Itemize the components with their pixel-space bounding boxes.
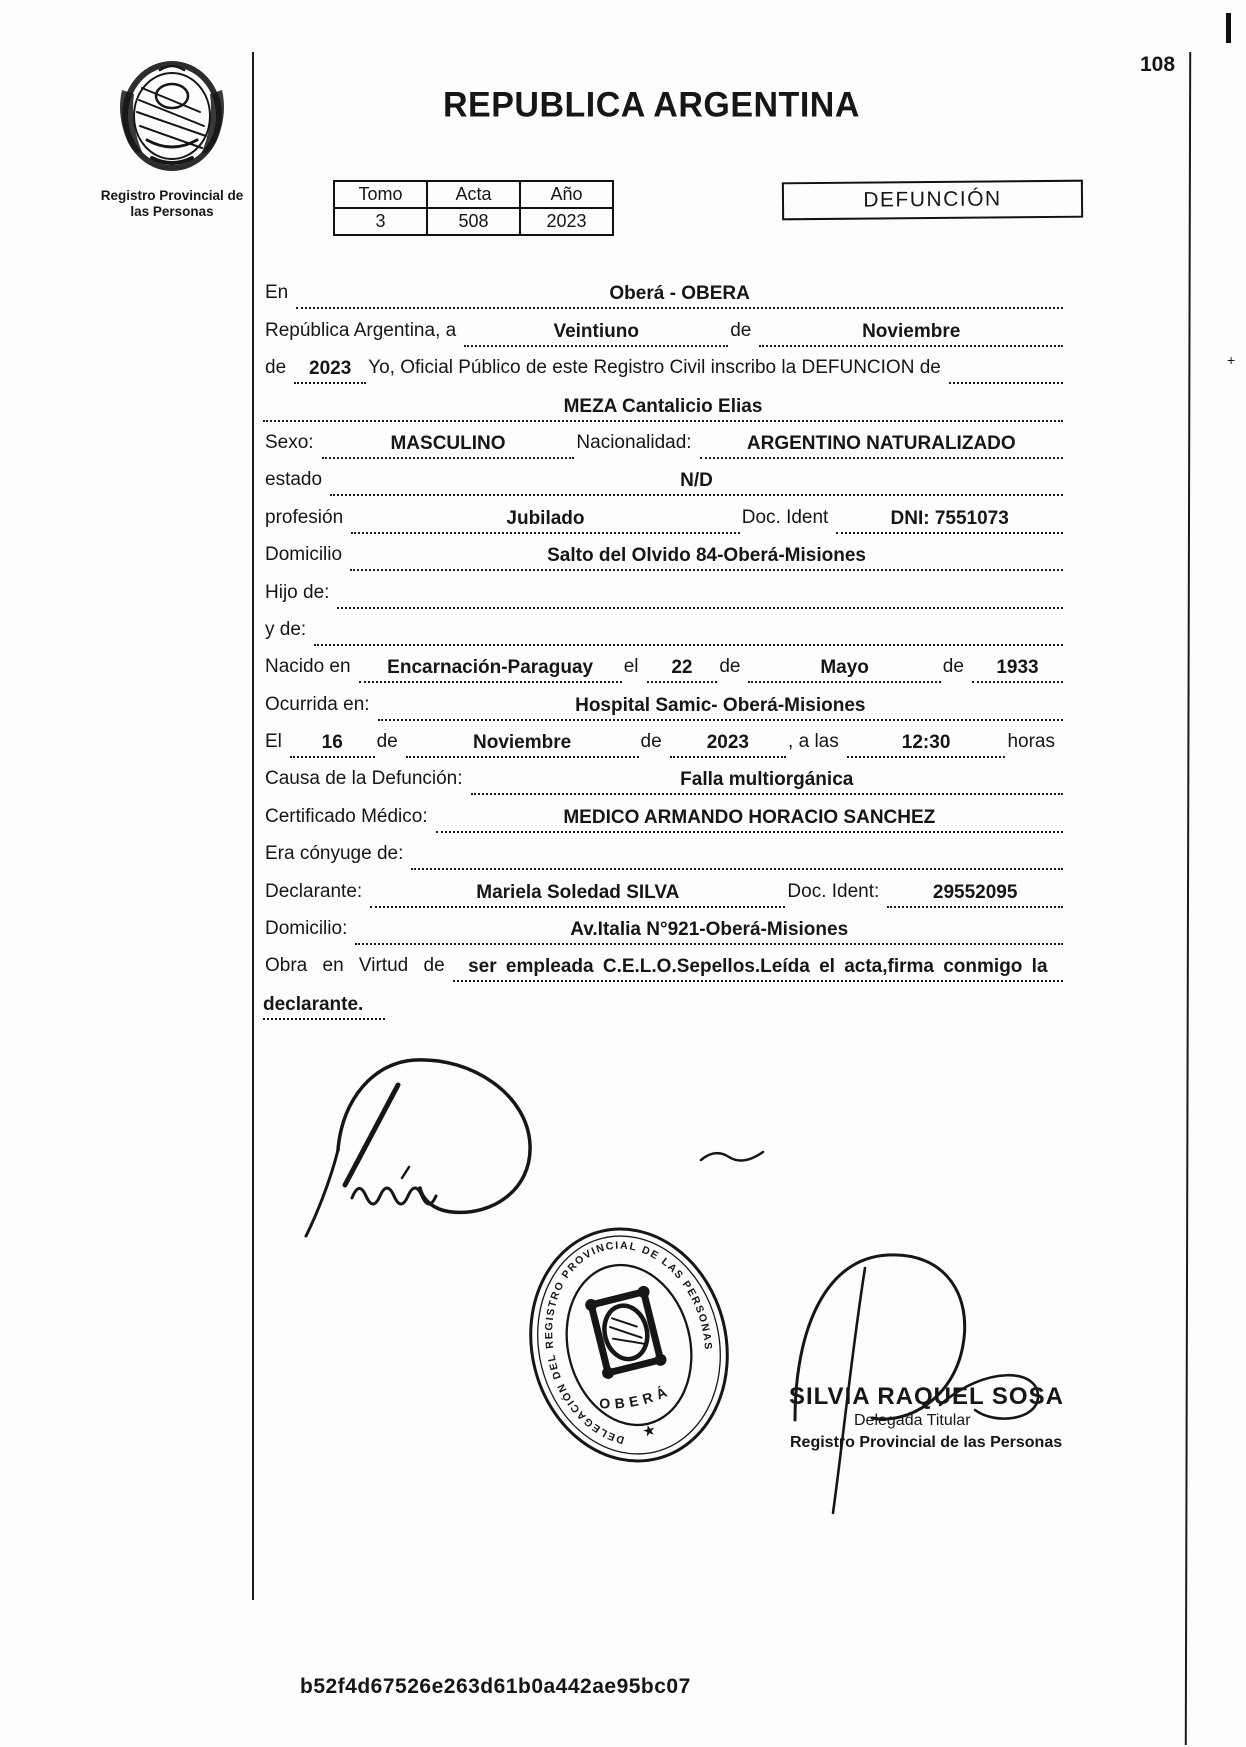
form-row-hijo-de: [263, 571, 1063, 608]
form-row-causa: [263, 758, 1063, 795]
registro-dia-value: Veintiuno: [464, 321, 728, 347]
profesion-value: Jubilado: [351, 508, 740, 534]
form-row-y-de: [263, 609, 1063, 646]
official-signature: [760, 1235, 1080, 1525]
nacimiento-lugar-value: Encarnación-Paraguay: [359, 657, 622, 683]
scan-stray-mark: +: [1227, 352, 1236, 368]
estado-label: estado: [265, 469, 323, 491]
sexo-value: MASCULINO: [322, 433, 575, 459]
form-row-certificado: [263, 795, 1063, 832]
nacido-en-label: Nacido en: [265, 656, 351, 678]
de-label: de: [265, 357, 287, 379]
domicilio-value: Salto del Olvido 84-Oberá-Misiones: [350, 545, 1063, 571]
form-row-declarante: [263, 870, 1063, 907]
estado-value: N/D: [330, 470, 1063, 496]
nacionalidad-label: Nacionalidad:: [576, 431, 692, 453]
form-row-estado: [263, 459, 1063, 496]
republica-label: República Argentina, a: [265, 319, 457, 341]
profesion-label: profesión: [265, 506, 344, 528]
form-row-fallecido: [263, 384, 1063, 421]
obra-value-2: declarante.: [263, 994, 385, 1020]
de-label: de: [376, 731, 398, 753]
right-margin-rule: [1185, 52, 1191, 1745]
record-table-header-acta: Acta: [427, 181, 520, 208]
doc-ident-label: Doc. Ident: [741, 506, 829, 528]
conyuge-label: Era cónyuge de:: [265, 843, 404, 865]
official-name: SILVIA RAQUEL SOSA: [789, 1383, 1064, 1410]
place-value: Oberá - OBERA: [296, 283, 1063, 309]
el-label: el: [623, 656, 639, 678]
ocurrida-en-label: Ocurrida en:: [265, 693, 370, 715]
declarante-domicilio-label: Domicilio:: [265, 918, 348, 940]
record-index-table: [333, 180, 614, 236]
ocurrida-en-value: Hospital Samic- Oberá-Misiones: [378, 695, 1063, 721]
causa-label: Causa de la Defunción:: [265, 768, 463, 790]
registry-round-stamp: [512, 1218, 746, 1472]
de-label: de: [640, 731, 662, 753]
declarante-label: Declarante:: [265, 880, 363, 902]
hijo-de-value: [337, 605, 1063, 609]
left-margin-rule: [252, 52, 254, 1600]
defuncion-anio-value: 2023: [670, 732, 786, 758]
blank-fill: [949, 380, 1063, 384]
defuncion-hora-value: 12:30: [847, 732, 1006, 758]
record-table-value-acta: 508: [427, 208, 520, 235]
form-row-nacido-en: [263, 646, 1063, 683]
form-row-sexo-nacionalidad: [263, 422, 1063, 459]
form-row-fecha-defuncion: [263, 721, 1063, 758]
stamp-center-emblem: [584, 1285, 668, 1381]
form-row-declarante-domicilio: [263, 908, 1063, 945]
defuncion-dia-value: 16: [290, 732, 375, 758]
de-label: de: [730, 319, 752, 341]
nacimiento-anio-value: 1933: [972, 657, 1063, 683]
official-org: Registro Provincial de las Personas: [790, 1434, 1063, 1451]
stamp-star-icon: ★: [640, 1421, 658, 1442]
a-las-label: , a las: [788, 731, 839, 753]
svg-text:OBERÁ: [595, 1378, 674, 1418]
declarante-doc-label: Doc. Ident:: [787, 880, 880, 902]
form-row-domicilio: [263, 534, 1063, 571]
de-label: de: [942, 656, 964, 678]
nacionalidad-value: ARGENTINO NATURALIZADO: [700, 433, 1063, 459]
obra-label: Obra en Virtud de: [265, 955, 445, 977]
page-title: REPUBLICA ARGENTINA: [443, 85, 860, 125]
form-row-en: [263, 272, 1063, 309]
hijo-de-label: Hijo de:: [265, 581, 330, 603]
form-row-inscripcion: [263, 347, 1063, 384]
form-row-obra: [263, 945, 1063, 982]
el-label: El: [265, 731, 282, 753]
document-hash-code: b52f4d67526e263d61b0a442ae95bc07: [300, 1675, 691, 1698]
declarante-domicilio-value: Av.Italia N°921-Oberá-Misiones: [355, 919, 1063, 945]
seal-caption: Registro Provincial de las Personas: [100, 188, 244, 220]
defuncion-mes-value: Noviembre: [406, 732, 639, 758]
official-role: Delegada Titular: [854, 1412, 971, 1429]
certificado-value: MEDICO ARMANDO HORACIO SANCHEZ: [436, 807, 1063, 833]
registro-mes-value: Noviembre: [759, 321, 1063, 347]
en-label: En: [265, 282, 289, 304]
registro-anio-value: 2023: [294, 358, 366, 384]
misiones-coat-of-arms-seal: [112, 60, 232, 178]
doc-ident-value: DNI: 7551073: [836, 508, 1063, 534]
form-row-obra-continuacion: [263, 982, 1063, 1019]
stray-tilde-mark: [695, 1138, 775, 1178]
sexo-label: Sexo:: [265, 431, 314, 453]
inscripcion-text: Yo, Oficial Público de este Registro Civil inscribo la DEFUNCION de: [368, 357, 941, 379]
form-row-ocurrida-en: [263, 683, 1063, 720]
stamp-city-text: OBERÁ: [599, 1381, 674, 1412]
form-row-profesion: [263, 496, 1063, 533]
form-row-conyuge: [263, 833, 1063, 870]
y-de-label: y de:: [265, 618, 307, 640]
declarante-nombre-value: Mariela Soledad SILVA: [370, 882, 785, 908]
record-table-header-anio: Año: [520, 181, 613, 208]
obra-value: ser empleada C.E.L.O.Sepellos.Leída el acta,firma conmigo la: [453, 956, 1063, 982]
page-number: 108: [1140, 53, 1176, 76]
horas-label: horas: [1007, 731, 1055, 753]
deceased-name-value: MEZA Cantalicio Elias: [263, 396, 1063, 422]
declarante-doc-value: 29552095: [887, 882, 1063, 908]
certificado-label: Certificado Médico:: [265, 805, 428, 827]
record-table-header-tomo: Tomo: [334, 181, 427, 208]
scan-corner-mark: [1226, 13, 1231, 43]
conyuge-value: [411, 866, 1063, 870]
record-table-value-tomo: 3: [334, 208, 427, 235]
de-label: de: [719, 656, 741, 678]
certificate-form: [263, 272, 1063, 1020]
record-table-value-anio: 2023: [520, 208, 613, 235]
y-de-value: [314, 642, 1063, 646]
act-type-box: DEFUNCIÓN: [782, 180, 1083, 221]
nacimiento-mes-value: Mayo: [748, 657, 940, 683]
nacimiento-dia-value: 22: [647, 657, 718, 683]
form-row-fecha-registro: [263, 309, 1063, 346]
domicilio-label: Domicilio: [265, 544, 343, 566]
stamp-ring-text: DELEGACIÓN DEL REGISTRO PROVINCIAL DE LAS PERSONAS: [543, 1239, 715, 1446]
causa-value: Falla multiorgánica: [471, 769, 1063, 795]
